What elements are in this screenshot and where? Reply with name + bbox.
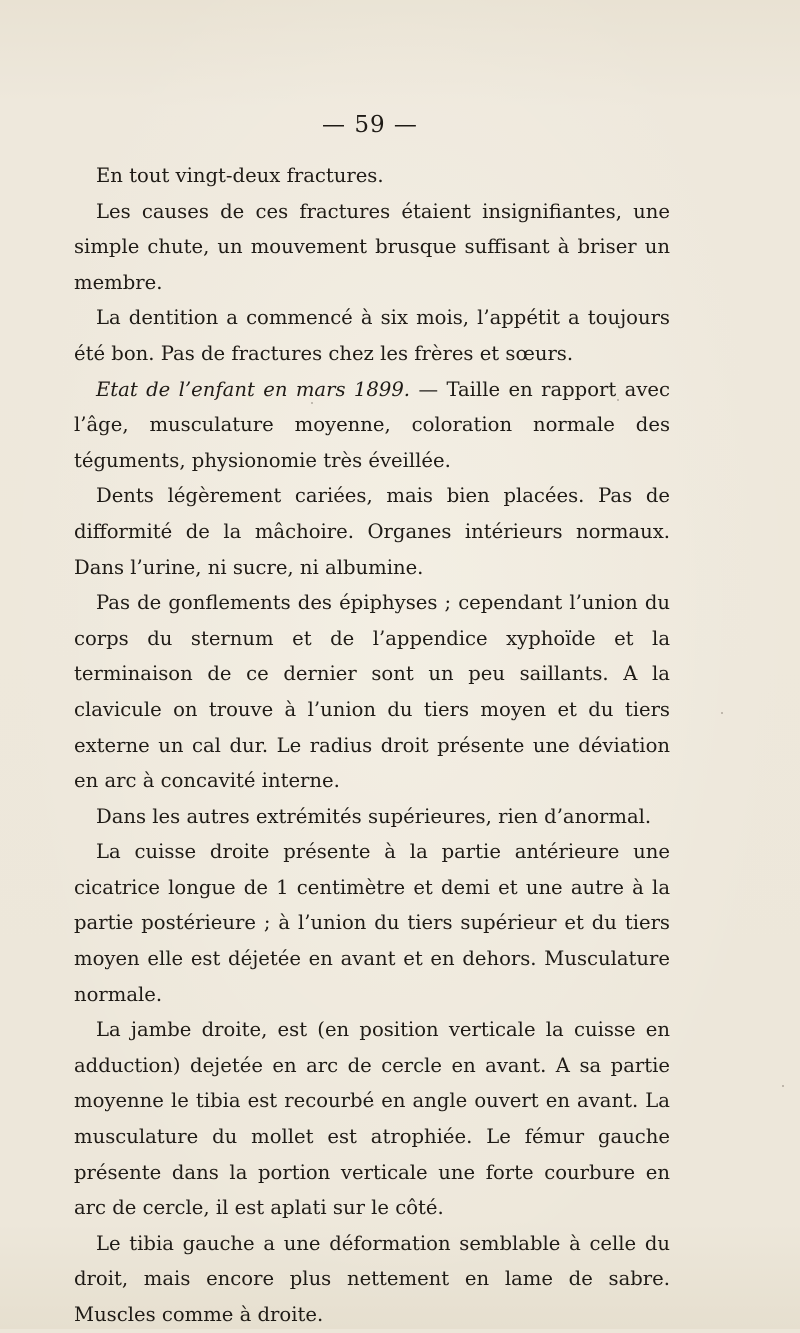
- paragraph-10: Le tibia gauche a une déformation semblable à celle du droit, mais encore plus nettement en lame de sabre. Muscles comme à droite.: [74, 1231, 670, 1326]
- paragraph-8: La cuisse droite présente à la partie antérieure une cicatrice longue de 1 centimètre et demi et une autre à la partie postérieure ; à l’union du tiers supérieur et du tiers moyen elle est déjetée en avant et en dehors. Musculature normale.: [74, 840, 670, 1006]
- paper-speck: [311, 402, 313, 404]
- paragraph-1: En tout vingt-deux fractures.: [96, 164, 384, 187]
- paragraph-4-text: — Taille en rapport avec l’âge, musculature moyenne, coloration normale des téguments, physionomie très éveillée.: [74, 377, 670, 472]
- body-text: [74, 158, 670, 1333]
- paragraph-3: La dentition a commencé à six mois, l’appétit a toujours été bon. Pas de fractures chez les frères et sœurs.: [74, 306, 670, 365]
- paper-speck: [782, 1085, 784, 1087]
- paragraph-5: Dents légèrement cariées, mais bien placées. Pas de difformité de la mâchoire. Organes intérieurs normaux. Dans l’urine, ni sucre, ni albumine.: [74, 484, 670, 579]
- paragraph-6: Pas de gonflements des épiphyses ; cependant l’union du corps du sternum et de l’appendice xyphoïde et la terminaison de ce dernier sont un peu saillants. A la clavicule on trouve à l’union du tiers moyen et du tiers externe un cal dur. Le radius droit présente une déviation en arc à concavité interne.: [74, 591, 670, 793]
- paper-speck: [617, 399, 619, 401]
- paragraph-7: Dans les autres extrémités supérieures, rien d’anormal.: [96, 804, 652, 828]
- page-number: — 59 —: [322, 112, 418, 138]
- paragraph-9: La jambe droite, est (en position verticale la cuisse en adduction) dejetée en arc de cercle en avant. A sa partie moyenne le tibia est recourbé en angle ouvert en avant. La musculature du mollet est atrophiée. Le fémur gauche présente dans la portion verticale une forte courbure en arc de cercle, il est aplati sur le côté.: [74, 1018, 670, 1220]
- paper-speck: [372, 1104, 374, 1106]
- paragraph-4: [74, 372, 670, 479]
- section-heading: Etat de l’enfant en mars 1899.: [96, 377, 411, 401]
- paper-speck: [721, 712, 723, 714]
- paragraph-2: Les causes de ces fractures étaient insignifiantes, une simple chute, un mouvement brusque suffisant à briser un membre.: [74, 199, 670, 294]
